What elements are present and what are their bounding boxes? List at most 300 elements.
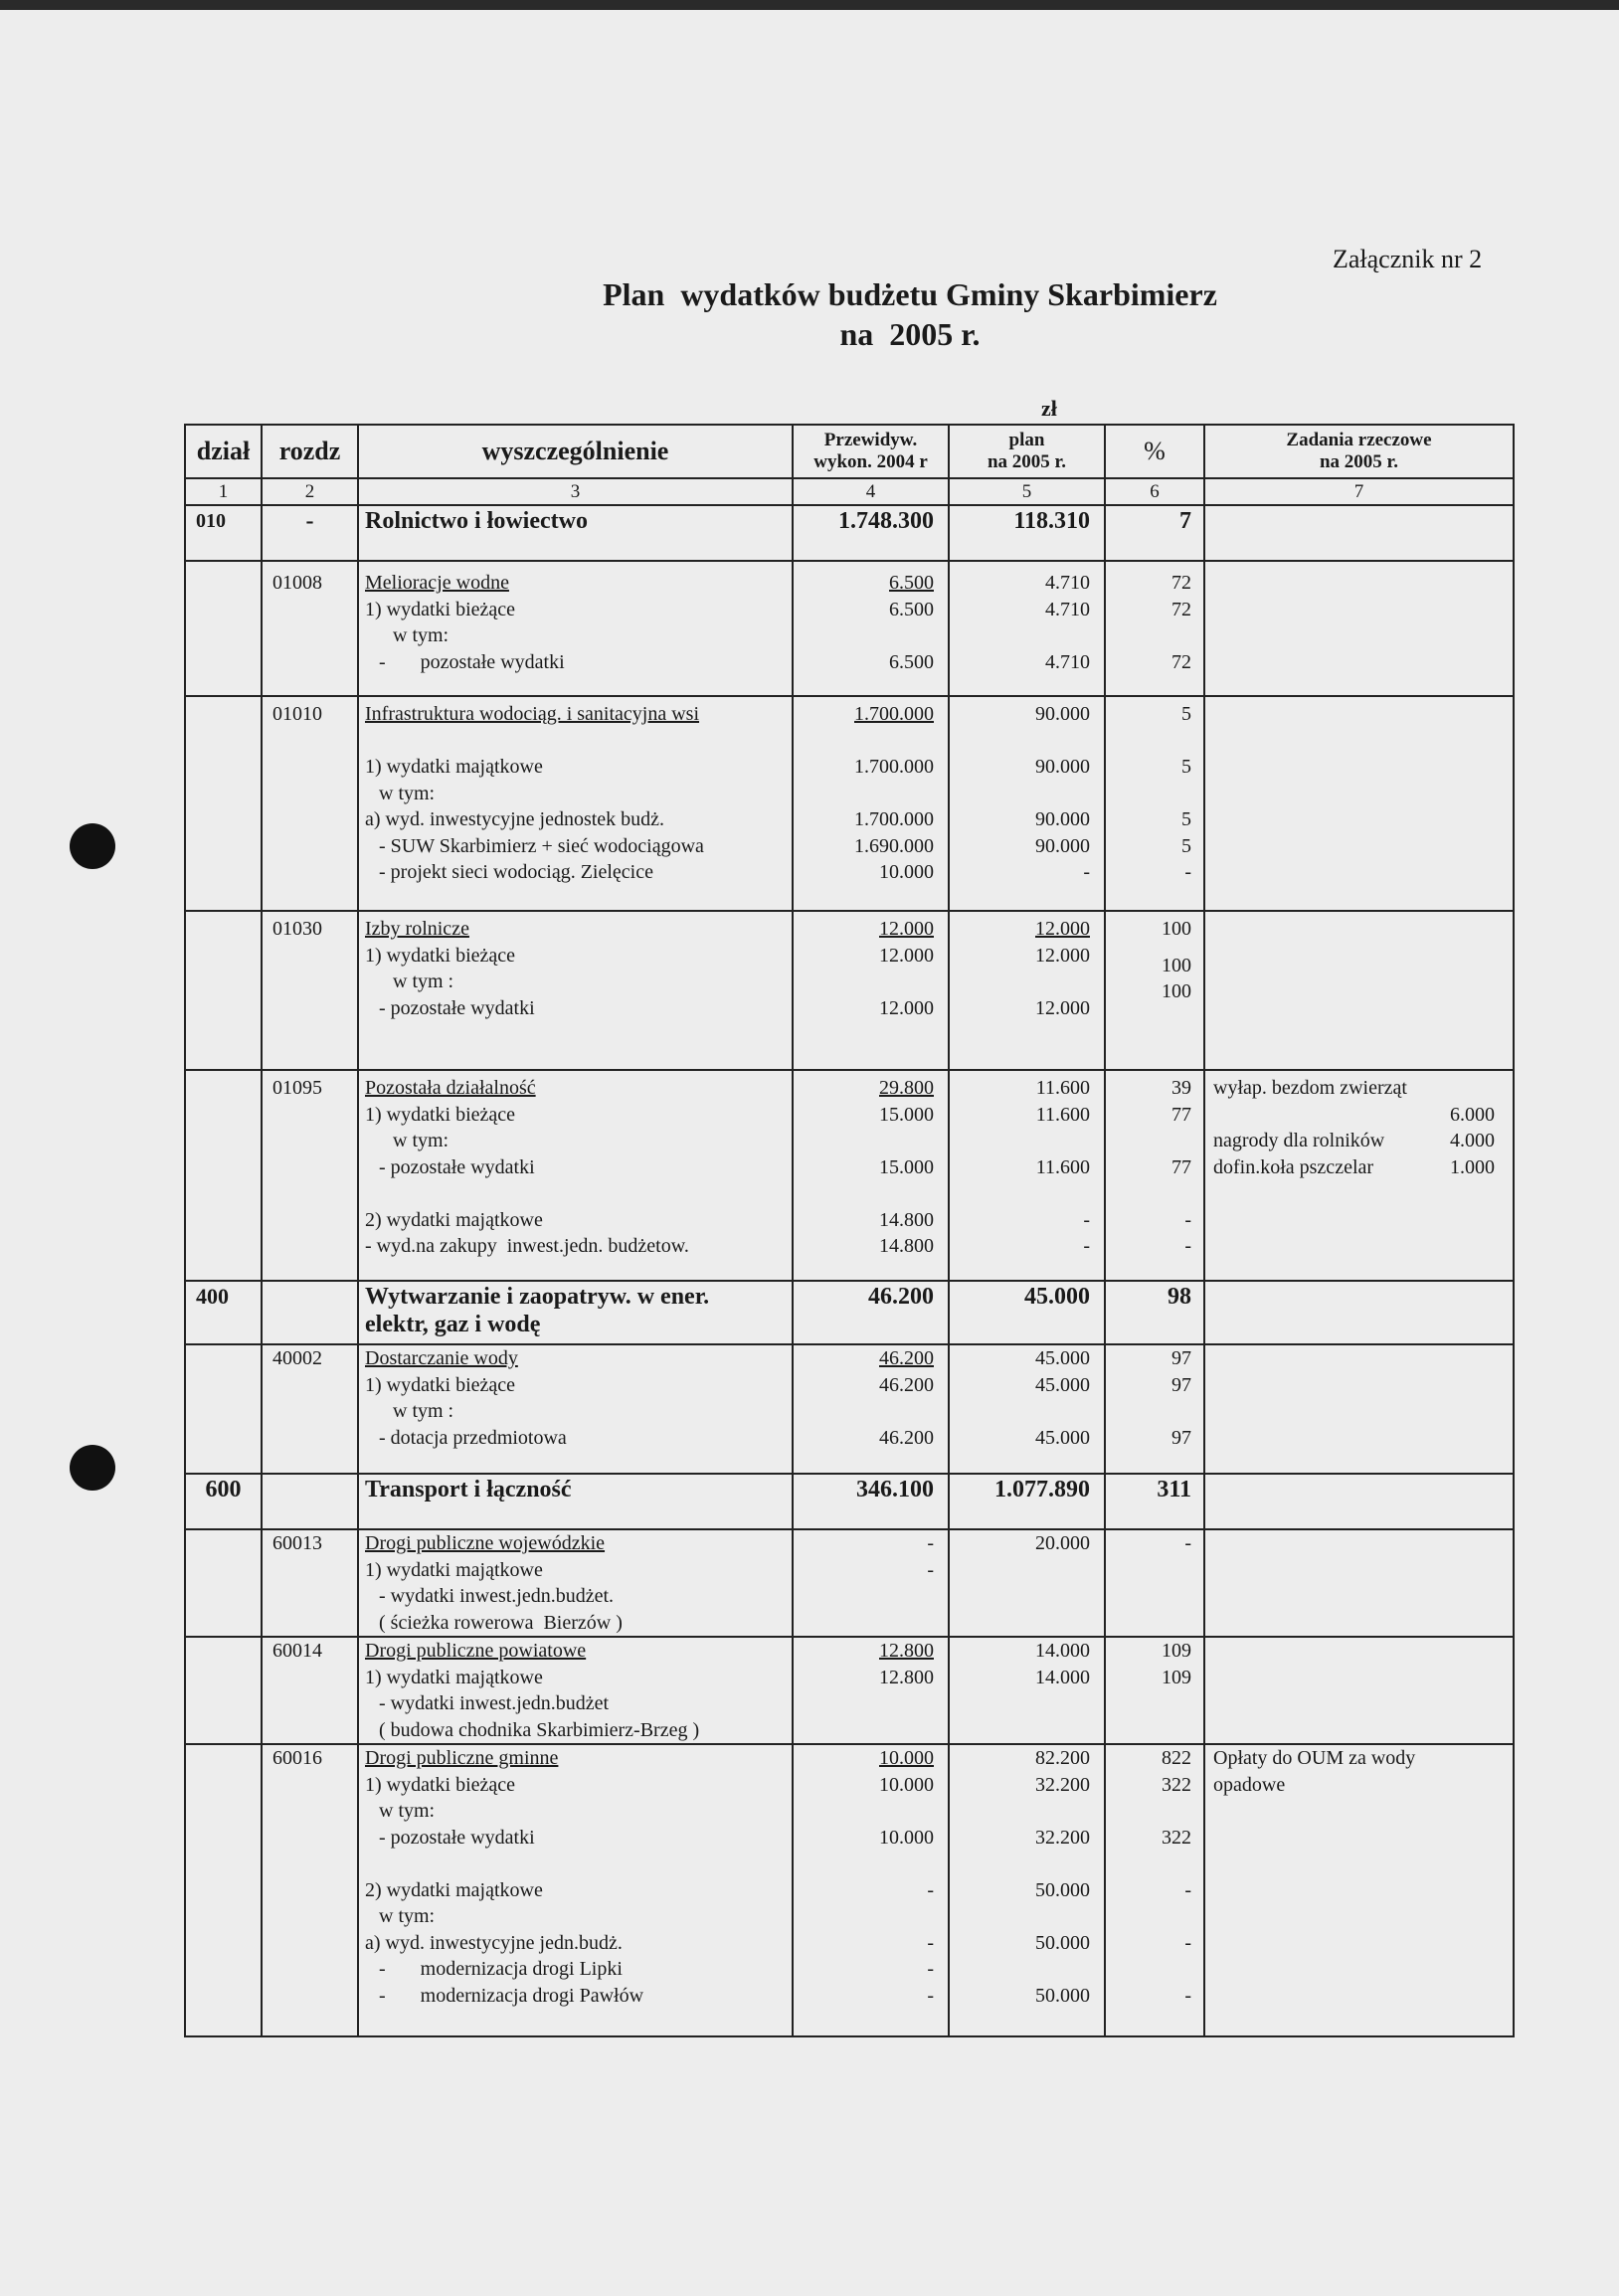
rozdz-code: [262, 911, 358, 1070]
cell-text: Drogi publiczne powiatowe: [365, 1640, 587, 1662]
blank-line: [794, 781, 934, 807]
rozdz-code: [262, 1344, 358, 1474]
cell-text: -: [927, 1931, 934, 1954]
scan-top-edge: [0, 0, 1619, 10]
blank-line: [950, 1398, 1090, 1425]
cell-text: 12.000: [879, 918, 934, 940]
tasks: [1204, 911, 1514, 1070]
description: [358, 696, 793, 911]
col-header-przewidyw: [793, 425, 949, 478]
cell-text: w tym :: [393, 971, 454, 992]
chapter-row-60014: [185, 1637, 1514, 1744]
punch-hole: [70, 1445, 115, 1491]
cell-text: 12.000: [1035, 918, 1090, 940]
dzial-code: [185, 696, 262, 911]
cell-text: 97: [1171, 1426, 1191, 1449]
cell-text: 1) wydatki majątkowe: [365, 1666, 543, 1688]
blank-line: [794, 622, 934, 649]
amount-2005: [949, 1637, 1105, 1744]
cell-text: 1.077.890: [994, 1477, 1090, 1502]
cell-text: 5: [1181, 756, 1191, 778]
cell-text: 60014: [272, 1640, 322, 1662]
cell-text: 010: [196, 510, 226, 532]
cell-text: -: [1184, 861, 1191, 883]
header-text: na 2005 r.: [987, 451, 1066, 472]
cell-text: 2) wydatki majątkowe: [365, 1878, 543, 1901]
amount-2004: [793, 505, 949, 561]
cell-text: 5: [1181, 808, 1191, 830]
page-title: [438, 274, 1382, 354]
cell-text: elektr, gaz i wodę: [365, 1312, 541, 1337]
amount-2005: [949, 1744, 1105, 2036]
header-text: Zadania rzeczowe: [1286, 430, 1432, 450]
description: [358, 1637, 793, 1744]
cell-text: 01030: [272, 918, 322, 940]
col-header-rozdz: rozdz: [262, 425, 358, 478]
cell-text: -: [305, 508, 314, 534]
cell-text: 72: [1171, 572, 1191, 594]
amount-2005: [949, 1344, 1105, 1474]
header-text: wykon. 2004 r: [813, 451, 928, 472]
blank-line: [1205, 1128, 1513, 1154]
section-name: [358, 505, 793, 561]
cell-text: -: [1184, 1235, 1191, 1257]
tasks: [1204, 1744, 1514, 2036]
cell-text: a) wyd. inwestycyjne jednostek budż.: [365, 808, 665, 830]
cell-text: 11.600: [1035, 1155, 1090, 1178]
cell-text: 01008: [272, 572, 322, 594]
cell-text: 100: [1162, 980, 1191, 1002]
cell-text: 50.000: [1035, 1984, 1090, 2007]
cell-text: 14.000: [1035, 1666, 1090, 1688]
percent: [1105, 696, 1204, 911]
cell-text: -: [1184, 1878, 1191, 1901]
cell-text: 109: [1162, 1640, 1191, 1662]
col-number: 3: [358, 478, 793, 505]
rozdz-code: [262, 1744, 358, 2036]
col-number: 1: [185, 478, 262, 505]
tasks: [1204, 1344, 1514, 1474]
col-header-plan: [949, 425, 1105, 478]
cell-text: -: [1184, 1208, 1191, 1231]
cell-text: 1.748.300: [838, 508, 934, 534]
blank-line: [1106, 1903, 1191, 1930]
cell-text: 6.500: [889, 650, 934, 673]
cell-text: Melioracje wodne: [365, 572, 509, 594]
cell-text: 14.800: [879, 1208, 934, 1231]
cell-text: 46.200: [879, 1373, 934, 1396]
cell-text: - wydatki inwest.jedn.budżet: [379, 1692, 610, 1714]
col-header-dzial: dział: [185, 425, 262, 478]
cell-text: 90.000: [1035, 703, 1090, 725]
cell-text: 90.000: [1035, 808, 1090, 830]
cell-text: 1.700.000: [854, 703, 934, 725]
cell-text: 15.000: [879, 1103, 934, 1126]
blank-line: [950, 781, 1090, 807]
annex-label: Załącznik nr 2: [1333, 245, 1483, 273]
cell-text: Wytwarzanie i zaopatryw. w ener.: [365, 1284, 710, 1310]
cell-text: 11.600: [1035, 1103, 1090, 1126]
chapter-row-60016: [185, 1744, 1514, 2036]
cell-text: Rolnictwo i łowiectwo: [365, 508, 588, 534]
rozdz-code: [262, 1529, 358, 1637]
blank-line: [1106, 1180, 1191, 1207]
cell-text: 1) wydatki bieżące: [365, 1103, 516, 1126]
cell-text: 322: [1162, 1773, 1191, 1796]
percent: [1105, 1070, 1204, 1281]
tasks: [1204, 1474, 1514, 1529]
description: [358, 1529, 793, 1637]
cell-text: 98: [1168, 1284, 1191, 1310]
cell-text: - SUW Skarbimierz + sieć wodociągowa: [379, 834, 704, 857]
cell-text: -: [1184, 1931, 1191, 1954]
cell-text: 1) wydatki bieżące: [365, 944, 516, 967]
rozdz-code: [262, 505, 358, 561]
col-header-zadania: [1204, 425, 1514, 478]
cell-text: 45.000: [1035, 1426, 1090, 1449]
cell-text: wyłap. bezdom zwierząt: [1213, 1077, 1407, 1099]
cell-text: 10.000: [879, 1773, 934, 1796]
dzial-code: [185, 1637, 262, 1744]
cell-text: 32.200: [1035, 1773, 1090, 1796]
dzial-code: [185, 1529, 262, 1637]
col-number: 2: [262, 478, 358, 505]
title-line-2: na 2005 r.: [839, 316, 981, 352]
percent: [1105, 911, 1204, 1070]
cell-text: 12.000: [879, 996, 934, 1019]
cell-text: -: [927, 1958, 934, 1980]
cell-text: w tym:: [393, 624, 450, 646]
description: [358, 1744, 793, 2036]
chapter-row-40002: [185, 1344, 1514, 1474]
currency-unit: zł: [1041, 396, 1057, 421]
cell-text: 6.500: [889, 598, 934, 620]
cell-text: 82.200: [1035, 1747, 1090, 1769]
cell-text: w tym:: [393, 1130, 450, 1151]
rozdz-code: [262, 561, 358, 696]
cell-text: 60016: [272, 1747, 322, 1769]
cell-text: 346.100: [856, 1477, 934, 1502]
cell-text: 50.000: [1035, 1878, 1090, 1901]
col-number: 7: [1204, 478, 1514, 505]
percent: [1105, 1344, 1204, 1474]
tasks: [1204, 1529, 1514, 1637]
blank-line: [1106, 1798, 1191, 1825]
cell-text: 5: [1181, 703, 1191, 725]
amount-2004: [793, 911, 949, 1070]
description: [358, 1070, 793, 1281]
dzial-code: [185, 1281, 262, 1344]
amount-2005: [949, 696, 1105, 911]
rozdz-code: [262, 1637, 358, 1744]
cell-text: 6.000: [1450, 1103, 1495, 1126]
amount-2005: [949, 1281, 1105, 1344]
cell-text: 1) wydatki majątkowe: [365, 1558, 543, 1581]
amount-2004: [793, 696, 949, 911]
dzial-code: [185, 1744, 262, 2036]
cell-text: 60013: [272, 1532, 322, 1554]
cell-text: 10.000: [879, 1826, 934, 1849]
task-amount: 1.000: [1450, 1155, 1495, 1178]
cell-text: -: [1184, 1532, 1191, 1554]
dzial-code: [185, 1344, 262, 1474]
cell-text: 400: [196, 1284, 229, 1309]
blank-line: [950, 1128, 1090, 1154]
cell-text: 12.000: [1035, 944, 1090, 967]
tasks: [1204, 505, 1514, 561]
cell-text: 15.000: [879, 1155, 934, 1178]
percent: [1105, 1474, 1204, 1529]
blank-line: [1106, 1128, 1191, 1154]
cell-text: 01010: [272, 703, 322, 725]
cell-text: w tym :: [393, 1400, 454, 1422]
blank-line: [794, 728, 934, 755]
cell-text: - pozostałe wydatki: [379, 1155, 535, 1178]
cell-text: - pozostałe wydatki: [379, 1826, 535, 1849]
cell-text: - wydatki inwest.jedn.budżet.: [379, 1585, 615, 1607]
cell-text: 12.800: [879, 1666, 934, 1688]
section-row-400: [185, 1281, 1514, 1344]
cell-text: - dotacja przedmiotowa: [379, 1426, 567, 1449]
blank-line: [1106, 1398, 1191, 1425]
cell-text: 90.000: [1035, 834, 1090, 857]
cell-text: Opłaty do OUM za wody: [1213, 1747, 1416, 1769]
cell-text: 14.000: [1035, 1640, 1090, 1662]
blank-line: [794, 1180, 934, 1207]
blank-line: [794, 1128, 934, 1154]
cell-text: Dostarczanie wody: [365, 1347, 518, 1369]
col-header-wyszczegolnienie: wyszczególnienie: [358, 425, 793, 478]
percent: [1105, 1637, 1204, 1744]
cell-text: 39: [1171, 1077, 1191, 1099]
blank-line: [950, 622, 1090, 649]
col-number: 4: [793, 478, 949, 505]
amount-2004: [793, 1744, 949, 2036]
cell-text: 77: [1171, 1103, 1191, 1126]
cell-text: 1.700.000: [854, 808, 934, 830]
cell-text: 4.710: [1045, 650, 1090, 673]
cell-text: 1) wydatki bieżące: [365, 598, 516, 620]
cell-text: 2) wydatki majątkowe: [365, 1208, 543, 1231]
cell-text: 97: [1171, 1347, 1191, 1369]
cell-text: Infrastruktura wodociąg. i sanitacyjna wsi: [365, 703, 700, 725]
blank-line: [1106, 622, 1191, 649]
percent: [1105, 1744, 1204, 2036]
cell-text: 97: [1171, 1373, 1191, 1396]
cell-text: 12.800: [879, 1640, 934, 1662]
cell-text: 72: [1171, 598, 1191, 620]
cell-text: 20.000: [1035, 1532, 1090, 1554]
cell-text: a) wyd. inwestycyjne jedn.budż.: [365, 1931, 623, 1954]
blank-line: [1106, 1956, 1191, 1983]
cell-text: 11.600: [1035, 1077, 1090, 1099]
blank-line: [794, 1798, 934, 1825]
amount-2005: [949, 1474, 1105, 1529]
blank-line: [950, 1956, 1090, 1983]
rozdz-code: [262, 1474, 358, 1529]
cell-text: 14.800: [879, 1235, 934, 1257]
cell-text: 1) wydatki bieżące: [365, 1373, 516, 1396]
amount-2005: [949, 911, 1105, 1070]
section-row-600: [185, 1474, 1514, 1529]
dzial-code: [185, 1070, 262, 1281]
title-line-1: Plan wydatków budżetu Gminy Skarbimierz: [603, 276, 1217, 312]
task-amount: 4.000: [1450, 1130, 1495, 1151]
cell-text: 1.690.000: [854, 834, 934, 857]
blank-line: [1106, 781, 1191, 807]
cell-text: 822: [1162, 1747, 1191, 1769]
cell-text: Pozostała działalność: [365, 1077, 536, 1099]
task-name: nagrody dla rolników: [1213, 1130, 1385, 1151]
blank-line: [1106, 728, 1191, 755]
cell-text: - pozostałe wydatki: [379, 650, 565, 673]
cell-text: 45.000: [1024, 1284, 1090, 1310]
cell-text: 1.700.000: [854, 756, 934, 778]
cell-text: 46.200: [879, 1426, 934, 1449]
blank-line: [950, 728, 1090, 755]
rozdz-code: [262, 1281, 358, 1344]
rozdz-code: [262, 696, 358, 911]
cell-text: -: [927, 1878, 934, 1901]
cell-text: 1) wydatki majątkowe: [365, 756, 543, 778]
percent: [1105, 1281, 1204, 1344]
cell-text: 72: [1171, 650, 1191, 673]
blank-line: [950, 969, 1090, 995]
cell-text: -: [927, 1558, 934, 1581]
punch-hole: [70, 823, 115, 869]
blank-line: [1205, 1154, 1513, 1181]
amount-2004: [793, 561, 949, 696]
cell-text: ( budowa chodnika Skarbimierz-Brzeg ): [379, 1718, 700, 1741]
cell-text: -: [927, 1532, 934, 1554]
amount-2004: [793, 1070, 949, 1281]
cell-text: 7: [1179, 508, 1191, 534]
dzial-code: [185, 911, 262, 1070]
cell-text: 29.800: [879, 1077, 934, 1099]
col-header-percent: %: [1105, 425, 1204, 478]
dzial-code: [185, 561, 262, 696]
amount-2004: [793, 1344, 949, 1474]
tasks: [1204, 561, 1514, 696]
blank-line: [794, 1903, 934, 1930]
cell-text: 12.000: [879, 944, 934, 967]
cell-text: 118.310: [1013, 508, 1090, 534]
cell-text: - modernizacja drogi Lipki: [379, 1958, 623, 1980]
chapter-row-01095: [185, 1070, 1514, 1281]
percent: [1105, 505, 1204, 561]
blank-line: [1106, 1851, 1191, 1877]
blank-line: [365, 1180, 792, 1207]
amount-2004: [793, 1474, 949, 1529]
blank-line: [950, 1180, 1090, 1207]
cell-text: - wyd.na zakupy inwest.jedn. budżetow.: [365, 1235, 689, 1257]
chapter-row-01030: [185, 911, 1514, 1070]
cell-text: Drogi publiczne wojewódzkie: [365, 1532, 606, 1554]
cell-text: 100: [1162, 918, 1191, 940]
cell-text: opadowe: [1213, 1773, 1286, 1796]
header-text: Przewidyw.: [823, 430, 918, 450]
header-text: plan: [1008, 430, 1045, 450]
header-text: na 2005 r.: [1319, 451, 1398, 472]
col-number: 5: [949, 478, 1105, 505]
cell-text: 50.000: [1035, 1931, 1090, 1954]
cell-text: 46.200: [879, 1347, 934, 1369]
column-number-row: [185, 478, 1514, 505]
cell-text: 10.000: [879, 1747, 934, 1769]
cell-text: 6.500: [889, 572, 934, 594]
blank-line: [365, 1851, 792, 1877]
description: [358, 561, 793, 696]
cell-text: 90.000: [1035, 756, 1090, 778]
blank-line: [950, 1903, 1090, 1930]
cell-text: 01095: [272, 1077, 322, 1099]
col-number: 6: [1105, 478, 1204, 505]
cell-text: 600: [205, 1477, 242, 1502]
cell-text: w tym:: [379, 1905, 436, 1927]
amount-2004: [793, 1637, 949, 1744]
tasks: [1204, 1281, 1514, 1344]
cell-text: Transport i łączność: [365, 1477, 572, 1502]
percent: [1105, 1529, 1204, 1637]
cell-text: w tym:: [379, 1800, 436, 1822]
cell-text: w tym:: [379, 782, 436, 804]
section-row-010: [185, 505, 1514, 561]
section-name: [358, 1281, 793, 1344]
cell-text: 77: [1171, 1155, 1191, 1178]
section-name: [358, 1474, 793, 1529]
header-row: [185, 425, 1514, 478]
cell-text: 311: [1157, 1477, 1191, 1502]
tasks: [1204, 1070, 1514, 1281]
amount-2005: [949, 1070, 1105, 1281]
dzial-code: [185, 505, 262, 561]
amount-2004: [793, 1529, 949, 1637]
budget-table: [184, 424, 1515, 2037]
blank-line: [794, 1851, 934, 1877]
cell-text: 4.710: [1045, 598, 1090, 620]
blank-line: [794, 969, 934, 995]
cell-text: 32.200: [1035, 1826, 1090, 1849]
cell-text: -: [1083, 1208, 1090, 1231]
cell-text: Izby rolnicze: [365, 918, 469, 940]
blank-line: [950, 1798, 1090, 1825]
blank-line: [794, 1398, 934, 1425]
cell-text: 45.000: [1035, 1373, 1090, 1396]
cell-text: -: [1184, 1984, 1191, 2007]
cell-text: 322: [1162, 1826, 1191, 1849]
rozdz-code: [262, 1070, 358, 1281]
cell-text: ( ścieżka rowerowa Bierzów ): [379, 1611, 623, 1634]
cell-text: 4.710: [1045, 572, 1090, 594]
cell-text: - projekt sieci wodociąg. Zielęcice: [379, 861, 653, 883]
chapter-row-01008: [185, 561, 1514, 696]
cell-text: 109: [1162, 1666, 1191, 1688]
cell-text: 46.200: [868, 1284, 934, 1310]
cell-text: - pozostałe wydatki: [379, 996, 535, 1019]
amount-2004: [793, 1281, 949, 1344]
amount-2005: [949, 505, 1105, 561]
cell-text: 45.000: [1035, 1347, 1090, 1369]
description: [358, 911, 793, 1070]
chapter-row-60013: [185, 1529, 1514, 1637]
cell-text: 10.000: [879, 861, 934, 883]
amount-2005: [949, 561, 1105, 696]
amount-2005: [949, 1529, 1105, 1637]
cell-text: -: [927, 1984, 934, 2007]
cell-text: Drogi publiczne gminne: [365, 1747, 559, 1769]
blank-line: [365, 728, 792, 755]
blank-line: [950, 1851, 1090, 1877]
